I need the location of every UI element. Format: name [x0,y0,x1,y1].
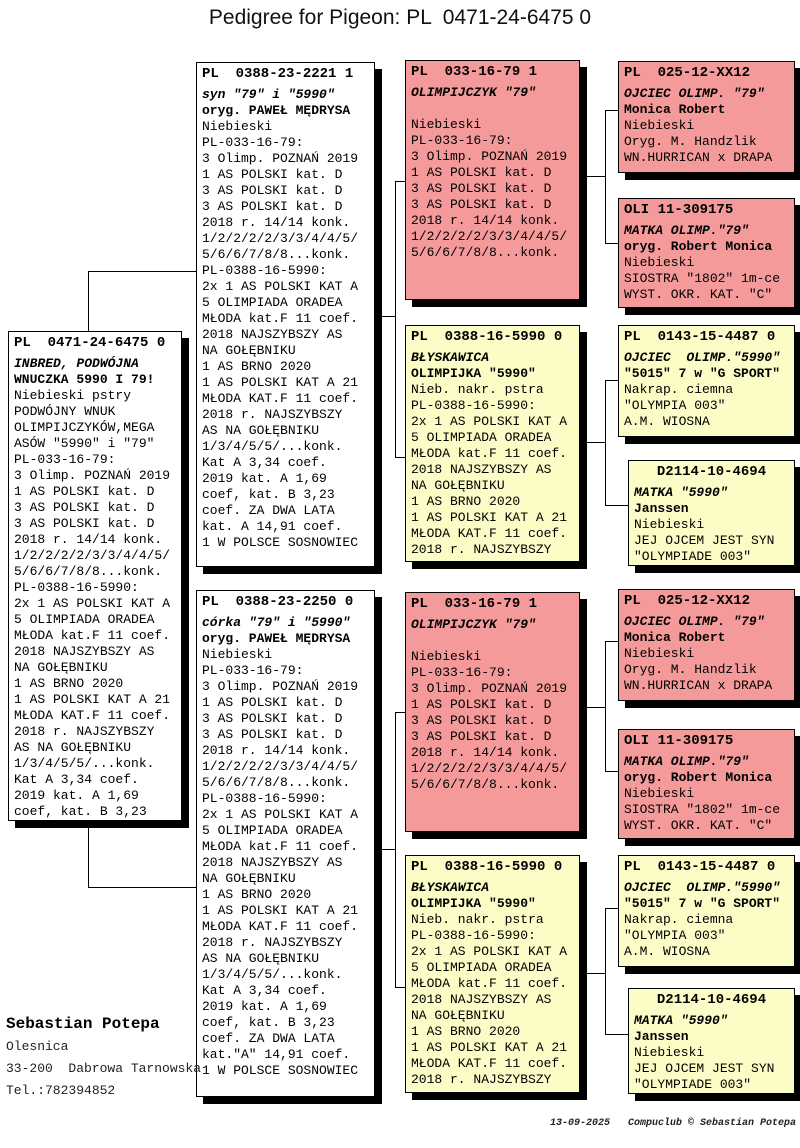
pigeon-info-line: PL-0388-16-5990: [411,928,536,943]
pigeon-info-lines [411,85,579,261]
pigeon-info-line: Niebieski pstry [14,388,132,403]
pigeon-info-line: "5015" 7 w "G SPORT" [624,896,781,911]
connector-line [581,707,606,708]
connector-line [395,457,405,458]
pigeon-info-line: 2018 r. NAJSZYBSZY [14,724,155,739]
owner-phone: Tel.:782394852 [6,1083,116,1098]
connector-line [88,271,89,331]
pigeon-info-line: 2x 1 AS POLSKI KAT A [411,944,568,959]
pigeon-info-line: NA GOŁĘBNIKU [411,1008,505,1023]
box-granddam-paternal [405,325,580,562]
pigeon-info-line: Monica Robert [624,102,726,117]
ring-number: PL 0388-23-2250 0 [202,594,354,610]
pigeon-info-line: PL-033-16-79: [411,133,513,148]
pigeon-info-line: OLIMPIJCZYK "79" [411,617,536,632]
pigeon-info-line: PL-0388-16-5990: [202,791,327,806]
ring-number: PL 0143-15-4487 0 [624,859,776,875]
pigeon-info-line: 3 AS POLSKI kat. D [14,500,155,515]
pigeon-info-line: WYST. OKR. KAT. "C" [624,287,773,302]
pigeon-info-lines [634,485,794,565]
pigeon-info-lines [411,617,579,793]
pigeon-info-line: MŁODA KAT.F 11 coef. [411,1056,568,1071]
connector-line [605,505,628,506]
connector-line [605,641,618,642]
pigeon-info-line: coef, kat. B 3,23 [202,487,335,502]
pigeon-info-line: MŁODA kat.F 11 coef. [202,839,359,854]
pigeon-info-line: Niebieski [202,119,273,134]
connector-line [395,712,396,988]
ring-number: PL 033-16-79 1 [411,596,538,612]
pigeon-info-line: kat."A" 14,91 coef. [202,1047,351,1062]
pigeon-info-line: ASÓW "5990" i "79" [14,436,155,451]
pigeon-info-line: PL-033-16-79: [202,135,304,150]
pigeon-info-line: A.M. WIOSNA [624,944,710,959]
pigeon-info-line: 2018 NAJSZYBSZY AS [411,992,552,1007]
pigeon-info-lines [634,1013,794,1093]
box-great-grandparent-7 [618,855,795,967]
pigeon-info-line: MATKA OLIMP."79" [624,223,749,238]
pigeon-info-line: OLIMPIJCZYK "79" [411,85,536,100]
pigeon-info-line: 1/3/4/5/5/...konk. [202,967,343,982]
page-title: Pedigree for Pigeon: PL 0471-24-6475 0 [208,6,592,29]
connector-line [605,110,618,111]
pigeon-info-line: Nakrap. ciemna [624,912,734,927]
pigeon-info-line: WYST. OKR. KAT. "C" [624,818,773,833]
pigeon-info-line: Janssen [634,501,689,516]
ring-number: PL 0471-24-6475 0 [14,335,166,351]
connector-line [605,380,606,506]
pigeon-info-line: OJCIEC OLIMP. "79" [624,614,765,629]
pigeon-info-line: 2018 r. NAJSZYBSZY [411,1072,552,1087]
connector-line [605,908,618,909]
box-granddam-maternal [405,855,580,1093]
pigeon-info-line: Niebieski [411,649,482,664]
pigeon-info-lines [14,356,181,820]
pigeon-info-line: syn "79" i "5990" [202,87,335,102]
pigeon-info-line: JEJ OJCEM JEST SYN [634,533,775,548]
pigeon-info-line: MŁODA kat.F 11 coef. [411,446,568,461]
pigeon-info-line: Niebieski [624,786,695,801]
box-great-grandparent-8 [628,988,795,1094]
pigeon-info-line: 1 W POLSCE SOSNOWIEC [202,535,359,550]
pigeon-info-line: oryg. PAWEŁ MĘDRYSA [202,103,351,118]
pigeon-info-line: OLIMPIJCZYKÓW,MEGA [14,420,155,435]
owner-name: Sebastian Potepa [6,1015,160,1033]
pigeon-info-line: 5/6/6/7/8/8...konk. [411,245,560,260]
pigeon-info-line: 3 AS POLSKI kat. D [202,727,343,742]
pigeon-info-line: Nakrap. ciemna [624,382,734,397]
owner-address: 33-200 Dabrowa Tarnowska [6,1061,202,1076]
pigeon-info-line: AS NA GOŁĘBNIKU [202,423,320,438]
pigeon-info-line: MŁODA KAT.F 11 coef. [411,526,568,541]
pigeon-info-line: Oryg. M. Handzlik [624,134,757,149]
connector-line [88,271,196,272]
pigeon-info-line: 1 AS BRNO 2020 [411,494,521,509]
pigeon-info-line: 1 AS POLSKI kat. D [14,484,155,499]
pigeon-info-line: 2018 NAJSZYBSZY AS [411,462,552,477]
pigeon-info-lines [624,350,794,430]
pigeon-info-line: 2018 r. 14/14 konk. [202,215,351,230]
pigeon-info-lines [624,754,794,834]
pigeon-info-line: kat. A 14,91 coef. [202,519,343,534]
pigeon-info-line: 2018 NAJSZYBSZY AS [14,644,155,659]
connector-line [395,181,396,458]
pigeon-info-line: AS NA GOŁĘBNIKU [14,740,132,755]
pigeon-info-line: OJCIEC OLIMP. "79" [624,86,765,101]
pigeon-info-line: WNUCZKA 5990 I 79! [14,372,155,387]
pigeon-info-line: MŁODA KAT.F 11 coef. [202,919,359,934]
pigeon-info-lines [624,880,794,960]
box-great-grandparent-1 [618,61,795,173]
connector-line [605,771,618,772]
box-dam [196,590,375,1097]
pigeon-info-lines [624,86,794,166]
pigeon-info-line: 5 OLIMPIADA ORADEA [411,430,552,445]
footer-credit: 13-09-2025 Compuclub © Sebastian Potepa [549,1118,796,1129]
pigeon-info-line: 1 AS POLSKI KAT A 21 [411,510,568,525]
pigeon-info-line: SIOSTRA "1802" 1m-ce [624,802,781,817]
pigeon-info-line: "OLYMPIA 003" [624,928,726,943]
pigeon-info-line: 1/2/2/2/2/3/3/4/4/5/ [14,548,171,563]
pigeon-info-line: 3 AS POLSKI kat. D [202,199,343,214]
pigeon-info-line: NA GOŁĘBNIKU [202,343,296,358]
pigeon-info-line: 3 AS POLSKI kat. D [411,729,552,744]
pigeon-info-line: 1 AS BRNO 2020 [202,359,312,374]
pigeon-info-line: 2018 NAJSZYBSZY AS [202,855,343,870]
pigeon-info-line: PL-0388-16-5990: [202,263,327,278]
pigeon-info-line: 5/6/6/7/8/8...konk. [411,777,560,792]
pigeon-info-line: MŁODA kat.F 11 coef. [202,311,359,326]
connector-line [605,380,618,381]
pigeon-info-line: Nieb. nakr. pstra [411,912,544,927]
ring-number: PL 0388-16-5990 0 [411,859,563,875]
pigeon-info-line: 5 OLIMPIADA ORADEA [14,612,155,627]
pigeon-info-line [411,633,579,649]
pigeon-info-line: 5/6/6/7/8/8...konk. [14,564,163,579]
ring-number: OLI 11-309175 [624,202,734,218]
pigeon-info-line: 2x 1 AS POLSKI KAT A [202,807,359,822]
pigeon-info-line: 3 AS POLSKI kat. D [202,183,343,198]
pigeon-info-line: coef, kat. B 3,23 [14,804,147,819]
pigeon-info-line: PL-0388-16-5990: [14,580,139,595]
pigeon-info-line: "OLYMPIA 003" [624,398,726,413]
connector-line [376,849,396,850]
pigeon-info-line: 1 AS POLSKI kat. D [411,165,552,180]
pigeon-info-line: BŁYSKAWICA [411,350,490,365]
connector-line [395,712,405,713]
pigeon-info-line: 3 Olimp. POZNAŃ 2019 [202,151,359,166]
pigeon-info-line: coef, kat. B 3,23 [202,1015,335,1030]
pigeon-info-line: 1 AS POLSKI kat. D [202,167,343,182]
pigeon-info-line: OJCIEC OLIMP."5990" [624,350,781,365]
connector-line [395,181,405,182]
pigeon-info-line: oryg. PAWEŁ MĘDRYSA [202,631,351,646]
pigeon-info-line: 1 AS BRNO 2020 [14,676,124,691]
ring-number: PL 025-12-XX12 [624,593,751,609]
pigeon-info-line: Kat A 3,34 coef. [202,455,327,470]
box-subject [8,331,182,821]
pigeon-info-line: 5 OLIMPIADA ORADEA [202,823,343,838]
pigeon-info-line: MATKA "5990" [634,485,728,500]
pigeon-info-line: JEJ OJCEM JEST SYN [634,1061,775,1076]
pigeon-info-line: Niebieski [202,647,273,662]
pigeon-info-line: WN.HURRICAN x DRAPA [624,150,773,165]
pigeon-info-line: Janssen [634,1029,689,1044]
box-great-grandparent-5 [618,589,795,701]
pigeon-info-line: 3 AS POLSKI kat. D [14,516,155,531]
pigeon-info-line: 3 Olimp. POZNAŃ 2019 [411,149,568,164]
pigeon-info-lines [202,615,374,1079]
pigeon-info-line: Niebieski [624,255,695,270]
pigeon-info-line: 3 AS POLSKI kat. D [411,713,552,728]
pigeon-info-line: OLIMPIJKA "5990" [411,366,536,381]
pigeon-info-line: coef. ZA DWA LATA [202,1031,335,1046]
pigeon-info-line: 2018 r. 14/14 konk. [202,743,351,758]
pigeon-info-line: 2018 r. NAJSZYBSZY [202,407,343,422]
pigeon-info-line: OLIMPIJKA "5990" [411,896,536,911]
ring-number: PL 0388-16-5990 0 [411,329,563,345]
connector-line [605,243,618,244]
connector-line [395,987,405,988]
box-grandsire-maternal [405,592,580,832]
pigeon-info-line: 1 AS POLSKI KAT A 21 [202,375,359,390]
pigeon-info-line: 5 OLIMPIADA ORADEA [411,960,552,975]
pigeon-info-line: 2018 NAJSZYBSZY AS [202,327,343,342]
connector-line [605,641,606,772]
pigeon-info-line [411,101,579,117]
pigeon-info-line: NA GOŁĘBNIKU [14,660,108,675]
pigeon-info-line: 1/3/4/5/5/...konk. [202,439,343,454]
pigeon-info-line: 3 Olimp. POZNAŃ 2019 [202,679,359,694]
pigeon-info-line: 1/2/2/2/2/3/3/4/4/5/ [411,229,568,244]
box-grandsire-paternal [405,60,580,300]
pigeon-info-line: BŁYSKAWICA [411,880,490,895]
pigeon-info-line: 3 AS POLSKI kat. D [411,197,552,212]
pigeon-info-line: 2018 r. 14/14 konk. [411,213,560,228]
pigeon-info-line: 2018 r. NAJSZYBSZY [202,935,343,950]
pigeon-info-line: 1 AS POLSKI KAT A 21 [202,903,359,918]
pigeon-info-line: 1 AS BRNO 2020 [202,887,312,902]
pigeon-info-line: PODWÓJNY WNUK [14,404,116,419]
pigeon-info-line: 2018 r. 14/14 konk. [14,532,163,547]
pigeon-info-line: PL-033-16-79: [411,665,513,680]
connector-line [581,973,606,974]
pigeon-info-line: 1 AS POLSKI KAT A 21 [14,692,171,707]
pigeon-info-line: NA GOŁĘBNIKU [411,478,505,493]
pigeon-info-line: 1/2/2/2/2/3/3/4/4/5/ [411,761,568,776]
pigeon-info-line: PL-033-16-79: [14,452,116,467]
pigeon-info-line: Niebieski [624,646,695,661]
ring-number: D2114-10-4694 [656,464,767,480]
pigeon-info-line: coef. ZA DWA LATA [202,503,335,518]
pigeon-info-lines [411,880,579,1088]
connector-line [88,821,89,887]
pigeon-info-line: 1 W POLSCE SOSNOWIEC [202,1063,359,1078]
pigeon-info-line: MŁODA kat.F 11 coef. [14,628,171,643]
pigeon-info-line: Oryg. M. Handzlik [624,662,757,677]
box-great-grandparent-3 [618,325,795,437]
ring-number: PL 0143-15-4487 0 [624,329,776,345]
pigeon-info-line: Niebieski [634,517,705,532]
pigeon-info-line: 1 AS BRNO 2020 [411,1024,521,1039]
pigeon-info-lines [411,350,579,558]
pigeon-info-line: 1 AS POLSKI kat. D [202,695,343,710]
pigeon-info-line: AS NA GOŁĘBNIKU [202,951,320,966]
pigeon-info-line: NA GOŁĘBNIKU [202,871,296,886]
ring-number: PL 0388-23-2221 1 [202,66,354,82]
pigeon-info-line: 3 Olimp. POZNAŃ 2019 [14,468,171,483]
owner-city: Olesnica [6,1039,69,1054]
pigeon-info-line: MŁODA kat.F 11 coef. [411,976,568,991]
pigeon-info-line: oryg. Robert Monica [624,239,773,254]
ring-number: OLI 11-309175 [624,733,734,749]
pigeon-info-line: Niebieski [634,1045,705,1060]
pigeon-info-line: "OLYMPIADE 003" [634,1077,752,1092]
pigeon-info-line: 2x 1 AS POLSKI KAT A [411,414,568,429]
pigeon-info-line: MATKA OLIMP."79" [624,754,749,769]
pigeon-info-line: INBRED, PODWÓJNA [14,356,139,371]
pigeon-info-line: 1/2/2/2/2/3/3/4/4/5/ [202,759,359,774]
pigeon-info-line: "OLYMPIADE 003" [634,549,752,564]
pigeon-info-line: 2019 kat. A 1,69 [202,471,327,486]
pigeon-info-line: Niebieski [624,118,695,133]
connector-line [88,887,196,888]
pigeon-info-line: 5/6/6/7/8/8...konk. [202,247,351,262]
pigeon-info-line: 3 Olimp. POZNAŃ 2019 [411,681,568,696]
pigeon-info-line: 1 AS POLSKI kat. D [411,697,552,712]
pigeon-info-line: 1/2/2/2/2/3/3/4/4/5/ [202,231,359,246]
pigeon-info-line: WN.HURRICAN x DRAPA [624,678,773,693]
pigeon-info-line: 2018 r. 14/14 konk. [411,745,560,760]
pigeon-info-line: 1/3/4/5/5/...konk. [14,756,155,771]
pigeon-info-line: 2019 kat. A 1,69 [14,788,139,803]
pigeon-info-line: SIOSTRA "1802" 1m-ce [624,271,781,286]
pigeon-info-line: MŁODA KAT.F 11 coef. [14,708,171,723]
pigeon-info-line: "5015" 7 w "G SPORT" [624,366,781,381]
ring-number: D2114-10-4694 [656,992,767,1008]
pigeon-info-line: MATKA "5990" [634,1013,728,1028]
box-great-grandparent-2 [618,198,795,308]
ring-number: PL 033-16-79 1 [411,64,538,80]
pigeon-info-line: 2018 r. NAJSZYBSZY [411,542,552,557]
pigeon-info-line: Kat A 3,34 coef. [14,772,139,787]
box-great-grandparent-6 [618,729,795,839]
pigeon-info-line: 1 AS POLSKI KAT A 21 [411,1040,568,1055]
pigeon-info-line: oryg. Robert Monica [624,770,773,785]
pigeon-info-line: OJCIEC OLIMP."5990" [624,880,781,895]
pigeon-info-line: 5/6/6/7/8/8...konk. [202,775,351,790]
pigeon-info-line: 2019 kat. A 1,69 [202,999,327,1014]
pigeon-info-line: 3 AS POLSKI kat. D [202,711,343,726]
pigeon-info-line: MŁODA KAT.F 11 coef. [202,391,359,406]
box-great-grandparent-4 [628,460,795,566]
connector-line [605,908,606,1035]
pigeon-info-line: 3 AS POLSKI kat. D [411,181,552,196]
pigeon-info-line: 2x 1 AS POLSKI KAT A [14,596,171,611]
pigeon-info-line: Monica Robert [624,630,726,645]
pigeon-info-line: córka "79" i "5990" [202,615,351,630]
pigeon-info-line: 5 OLIMPIADA ORADEA [202,295,343,310]
ring-number: PL 025-12-XX12 [624,65,751,81]
connector-line [605,1034,628,1035]
connector-line [605,110,606,244]
pigeon-info-line: Nieb. nakr. pstra [411,382,544,397]
connector-line [376,316,396,317]
pigeon-info-line: Kat A 3,34 coef. [202,983,327,998]
box-sire [196,62,375,567]
pigeon-info-line: PL-0388-16-5990: [411,398,536,413]
pigeon-info-lines [202,87,374,551]
pigeon-info-lines [624,614,794,694]
pigeon-info-line: Niebieski [411,117,482,132]
owner-block [6,1012,201,1102]
pigeon-info-line: A.M. WIOSNA [624,414,710,429]
pigeon-info-lines [624,223,794,303]
pigeon-info-line: 2x 1 AS POLSKI KAT A [202,279,359,294]
pigeon-info-line: PL-033-16-79: [202,663,304,678]
connector-line [581,176,606,177]
connector-line [581,442,606,443]
